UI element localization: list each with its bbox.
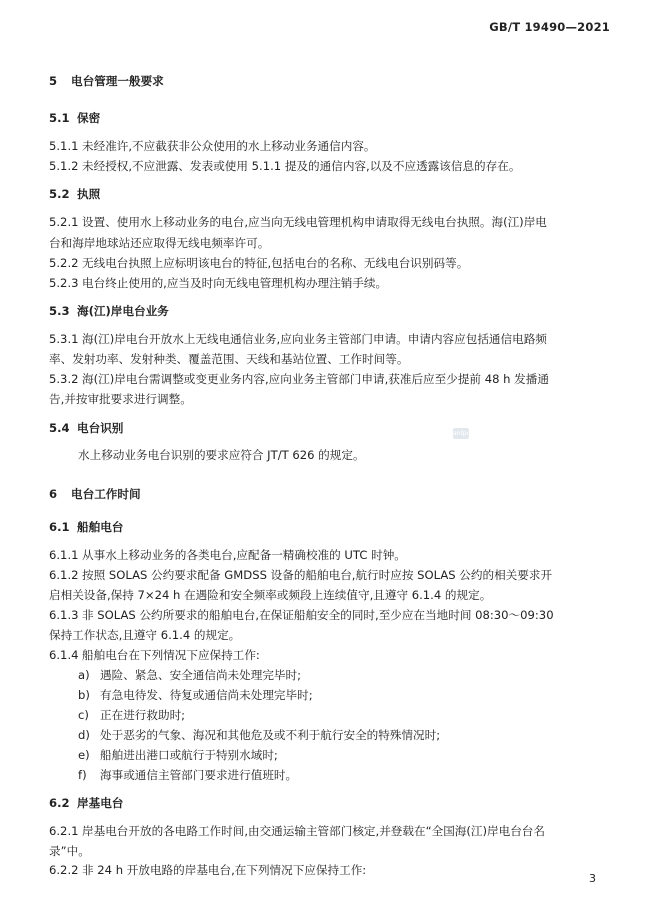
clause-5-3-1: 5.3.1 海(江)岸电台开放水上无线电通信业务,应向业务主管部门申请。申请内容应包括通信电路频 [49, 332, 547, 346]
list-item: b) 有急电待发、待复或通信尚未处理完毕时; [78, 688, 313, 702]
clause-5-3-2-continuation: 告,并按审批要求进行调整。 [49, 392, 192, 406]
clause-5-2-1: 5.2.1 设置、使用水上移动业务的电台,应当向无线电管理机构申请取得无线电台执照。海(江)岸电 [49, 215, 547, 229]
clause-5-2-2: 5.2.2 无线电台执照上应标明该电台的特征,包括电台的名称、无线电台识别码等。 [49, 256, 469, 270]
heading-6-2: 6.2 岸基电台 [49, 796, 124, 810]
list-item: c) 正在进行救助时; [78, 708, 186, 722]
clause-6-2-2: 6.2.2 非 24 h 开放电路的岸基电台,在下列情况下应保持工作: [49, 863, 367, 877]
clause-6-1-3-continuation: 保持工作状态,且遵守 6.1.4 的规定。 [49, 628, 241, 642]
heading-5-1: 5.1 保密 [49, 111, 101, 125]
list-item: f) 海事或通信主管部门要求进行值班时。 [78, 768, 298, 782]
paragraph-5-4: 水上移动业务电台识别的要求应符合 JT/T 626 的规定。 [78, 448, 365, 462]
clause-6-2-1: 6.2.1 岸基电台开放的各电路工作时间,由交通运输主管部门核定,并登载在“全国海(江)岸电台台名 [49, 824, 545, 838]
heading-6-1: 6.1 船舶电台 [49, 520, 124, 534]
list-item: e) 船舶进出港口或航行于特别水域时; [78, 748, 278, 762]
clause-6-1-2-continuation: 启相关设备,保持 7×24 h 在遇险和安全频率或频段上连续值守,且遵守 6.1.4 的规定。 [49, 588, 492, 602]
clause-6-1-4: 6.1.4 船舶电台在下列情况下应保持工作: [49, 648, 260, 662]
heading-section-6: 6 电台工作时间 [49, 487, 141, 501]
clause-5-2-1-continuation: 台和海岸地球站还应取得无线电频率许可。 [49, 236, 270, 250]
clause-6-2-1-continuation: 录”中。 [49, 844, 90, 858]
heading-5-4: 5.4 电台识别 [49, 421, 124, 435]
clause-5-3-1-continuation: 率、发射功率、发射种类、覆盖范围、天线和基站位置、工作时间等。 [49, 352, 409, 366]
clause-5-1-2: 5.1.2 未经授权,不应泄露、发表或使用 5.1.1 提及的通信内容,以及不应透露该信息的存在。 [49, 159, 521, 173]
heading-5-2: 5.2 执照 [49, 187, 101, 201]
clause-5-2-3: 5.2.3 电台终止使用的,应当及时向无线电管理机构办理注销手续。 [49, 276, 388, 290]
clause-6-1-3: 6.1.3 非 SOLAS 公约所要求的船舶电台,在保证船舶安全的同时,至少应在当地时间 08:30～09:30 [49, 608, 554, 622]
heading-5-3: 5.3 海(江)岸电台业务 [49, 304, 169, 318]
list-item: a) 遇险、紧急、安全通信尚未处理完毕时; [78, 668, 302, 682]
clause-5-3-2: 5.3.2 海(江)岸电台需调整或变更业务内容,应向业务主管部门申请,获准后应至少提前 48 h 发播通 [49, 372, 549, 386]
page-number: 3 [589, 872, 596, 885]
document-header: GB/T 19490—2021 [489, 20, 610, 34]
watermark-logo: antpc [453, 430, 470, 437]
heading-section-5: 5 电台管理一般要求 [49, 74, 164, 88]
list-item: d) 处于恶劣的气象、海况和其他危及或不利于航行安全的特殊情况时; [78, 728, 441, 742]
clause-6-1-1: 6.1.1 从事水上移动业务的各类电台,应配备一精确校准的 UTC 时钟。 [49, 548, 406, 562]
clause-5-1-1: 5.1.1 未经准许,不应截获非公众使用的水上移动业务通信内容。 [49, 139, 376, 153]
clause-6-1-2: 6.1.2 按照 SOLAS 公约要求配备 GMDSS 设备的船舶电台,航行时应按 SOLAS 公约的相关要求开 [49, 568, 553, 582]
